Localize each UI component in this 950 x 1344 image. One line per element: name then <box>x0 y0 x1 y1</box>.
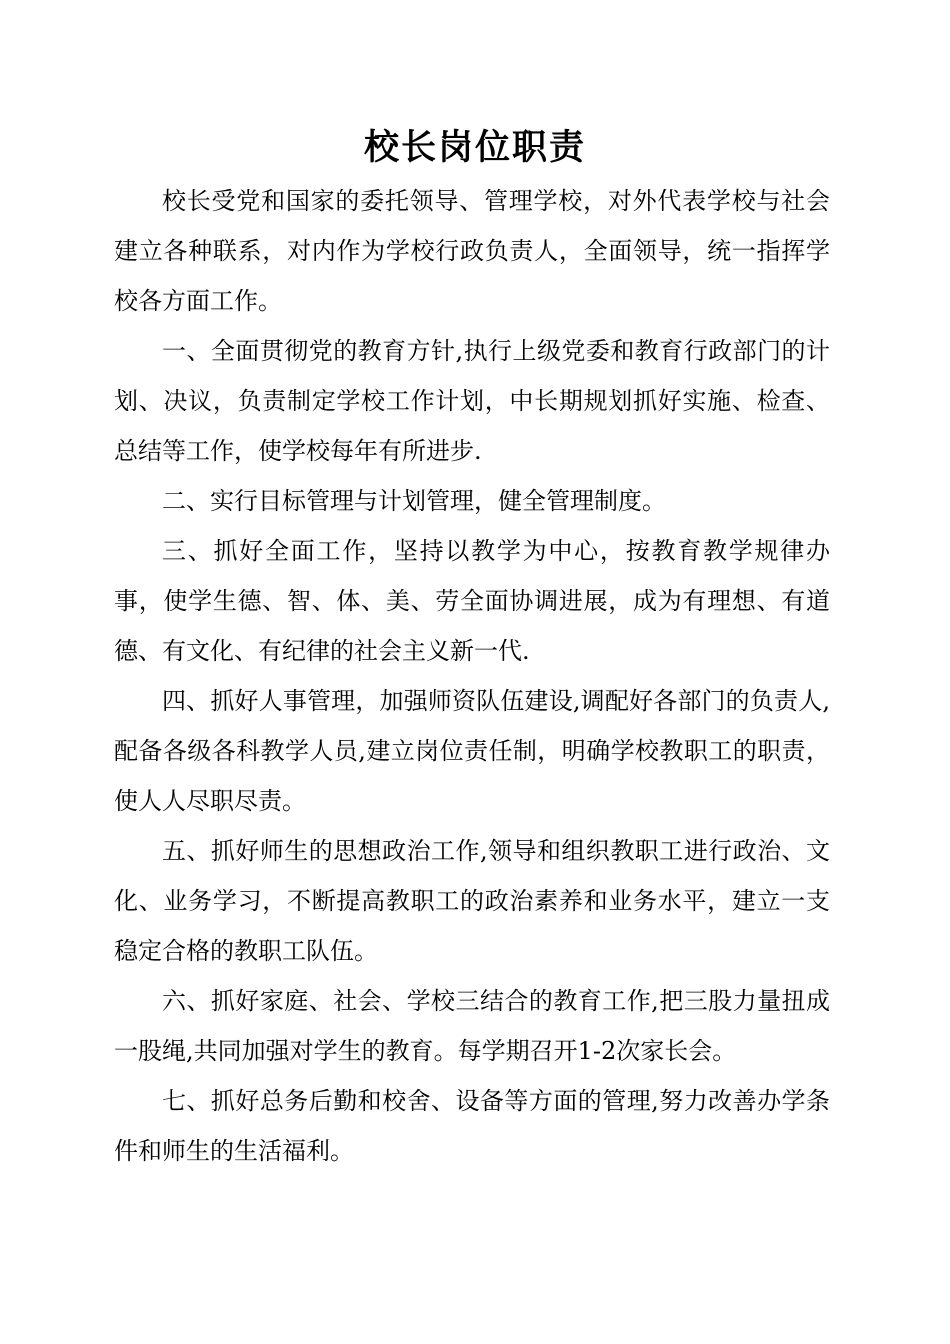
paragraph-intro: 校长受党和国家的委托领导、管理学校，对外代表学校与社会建立各种联系，对内作为学校行政负责人，全面领导，统一指挥学校各方面工作。 <box>114 187 830 315</box>
paragraph-duty-3: 三、抓好全面工作，坚持以教学为中心，按教育教学规律办事，使学生德、智、体、美、劳全面协调进展，成为有理想、有道德、有文化、有纪律的社会主义新一代. <box>114 537 830 665</box>
paragraph-duty-7: 七、抓好总务后勤和校舍、设备等方面的管理,努力改善办学条件和师生的生活福利。 <box>114 1087 830 1165</box>
paragraph-duty-5: 五、抓好师生的思想政治工作,领导和组织教职工进行政治、文化、业务学习，不断提高教职工的政治素养和业务水平，建立一支稳定合格的教职工队伍。 <box>114 837 830 965</box>
paragraph-duty-4: 四、抓好人事管理，加强师资队伍建设,调配好各部门的负责人,配备各级各科教学人员,建立岗位责任制，明确学校教职工的职责，使人人尽职尽责。 <box>114 687 830 815</box>
paragraph-duty-6: 六、抓好家庭、社会、学校三结合的教育工作,把三股力量扭成一股绳,共同加强对学生的教育。每学期召开1-2次家长会。 <box>114 987 830 1065</box>
paragraph-duty-1: 一、全面贯彻党的教育方针,执行上级党委和教育行政部门的计划、决议，负责制定学校工作计划，中长期规划抓好实施、检查、总结等工作，使学校每年有所进步. <box>114 337 830 465</box>
document-title: 校长岗位职责 <box>363 127 586 168</box>
document-body <box>114 176 830 1176</box>
paragraph-duty-2: 二、实行目标管理与计划管理，健全管理制度。 <box>162 487 666 515</box>
